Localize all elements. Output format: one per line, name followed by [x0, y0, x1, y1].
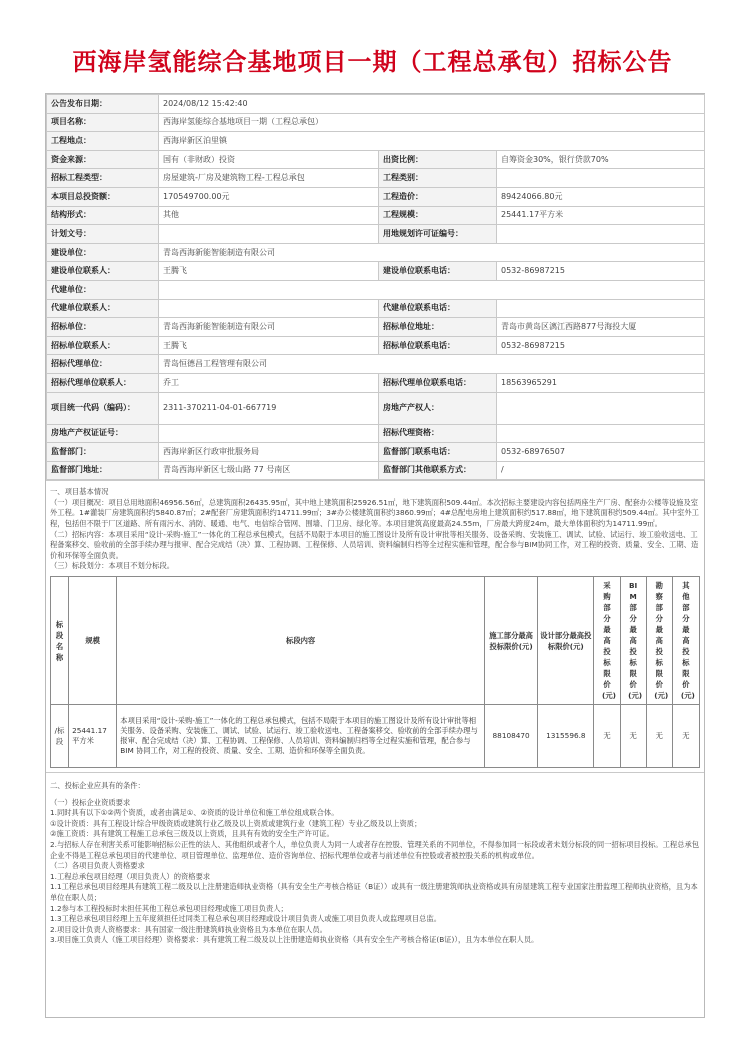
announcement-box	[45, 93, 705, 1018]
total-investment-label: 本项目总投资额：	[47, 187, 159, 206]
lots-header-construction-limit: 施工部分最高投标限价(元)	[484, 577, 537, 705]
agency-phone-label: 招标代理单位联系电话：	[379, 373, 497, 392]
requirement-line: 2.项目设计负责人资格要求：具有国家一级注册建筑师执业资格且为本单位在职人员。	[50, 924, 327, 934]
total-investment-value: 170549700.00元	[159, 187, 379, 206]
tenderer-label: 招标单位：	[47, 318, 159, 337]
info-table	[46, 94, 705, 480]
supervisor-other-value: /	[497, 461, 705, 480]
builder-contact-label: 建设单位联系人：	[47, 262, 159, 281]
publish-date-value: 2024/08/12 15:42:40	[159, 95, 705, 114]
section1-heading: 一、项目基本情况	[50, 487, 109, 497]
builder-contact-value: 王腾飞	[159, 262, 379, 281]
fund-source-label: 资金来源：	[47, 150, 159, 169]
agent-builder-contact-value	[159, 299, 379, 318]
lot-other-limit-cell: 无	[672, 705, 699, 768]
eng-cost-value: 89424066.80元	[497, 187, 705, 206]
lots-header-bim-limit: BIM部分最高投标限价(元)	[620, 577, 646, 705]
agency-label: 招标代理单位：	[47, 355, 159, 374]
plan-doc-value	[159, 225, 379, 244]
bid-type-value: 房屋建筑-厂房及建筑物工程-工程总承包	[159, 169, 379, 188]
agency-contact-value: 乔工	[159, 373, 379, 392]
location-value: 西海岸新区泊里镇	[159, 132, 705, 151]
requirement-line: （二）各项目负责人资格要求	[50, 861, 145, 871]
section1-scope: （二）招标内容：本项目采用“设计-采购-施工”一体化的工程总承包模式，包括不局限于本项目的施工图设计及所有设计审批等相关服务、设备采购、安装施工、调试、试验、试运行、竣工验收送电、工程备案移交、验收前的全部手续办理与报审、配合完成结（决）算、工程协调、工程保修、人员培训、资料编制归档等全过程实施和管理，配合参与BIM协同工作，对工程的投资、质量、安全、工期、造价和环保等全面负责。	[50, 529, 699, 560]
tenderer-phone-value: 0532-86987215	[497, 336, 705, 355]
requirement-line: 1.同时具有以下①②两个资质，或者由满足①、②资质的设计单位和施工单位组成联合体。	[50, 808, 339, 818]
publish-date-label: 公告发布日期：	[47, 95, 159, 114]
eng-category-label: 工程类别：	[379, 169, 497, 188]
eng-cost-label: 工程造价：	[379, 187, 497, 206]
requirements-list	[50, 798, 700, 946]
lot-name-cell: /标段	[51, 705, 69, 768]
agent-builder-phone-value	[497, 299, 705, 318]
builder-phone-label: 建设单位联系电话：	[379, 262, 497, 281]
property-cert-label: 房地产产权证证号：	[47, 424, 159, 443]
requirement-line: 1.1工程总承包项目经理具有建筑工程二级及以上注册建造师执业资格（具有安全生产考核合格证（B证））或具有一级注册建筑师执业资格或具有房屋建筑工程专业国家注册监理工程师执业资格，且为本单位在职人员；	[50, 882, 698, 902]
project-code-value: 2311-370211-04-01-667719	[159, 392, 379, 424]
builder-label: 建设单位：	[47, 243, 159, 262]
fund-source-value: 国有（非财政）投资	[159, 150, 379, 169]
page-title: 西海岸氢能综合基地项目一期（工程总承包）招标公告	[72, 48, 673, 76]
location-label: 工程地点：	[47, 132, 159, 151]
plan-doc-label: 计划文号：	[47, 225, 159, 244]
agent-builder-label: 代建单位：	[47, 280, 159, 299]
lots-header-other-limit: 其他部分最高投标限价(元)	[672, 577, 699, 705]
supervisor-addr-label: 监督部门地址：	[47, 461, 159, 480]
developer-value	[497, 392, 705, 424]
agent-builder-phone-label: 代建单位联系电话：	[379, 299, 497, 318]
land-permit-value	[497, 225, 705, 244]
tenderer-phone-label: 招标单位联系电话：	[379, 336, 497, 355]
lot-content-cell: 本项目采用“设计-采购-施工”一体化的工程总承包模式，包括不局限于本项目的施工图设计及所有设计审批等相关服务、设备采购、安装施工、调试、试验、试运行、竣工验收送电、工程备案移交、验收前的全部手续办理与报审、配合完成结（决）算、工程协调、工程保修、人员培训、资料编制归档等全过程实施和管理，配合参与 BIM 协同工作，对工程的投资、质量、安全、工期、造价和环保等全面负责。	[117, 705, 485, 768]
bidder-requirements-section	[46, 772, 704, 1017]
supervisor-value: 西海岸新区行政审批服务局	[159, 443, 379, 462]
tenderer-addr-label: 招标单位地址：	[379, 318, 497, 337]
table-row	[51, 705, 700, 768]
eng-scale-value: 25441.17平方米	[497, 206, 705, 225]
agency-value: 青岛恒德昌工程管理有限公司	[159, 355, 705, 374]
lot-bim-limit-cell: 无	[620, 705, 646, 768]
section2-heading: 二、投标企业应具有的条件：	[50, 781, 145, 791]
land-permit-label: 用地规划许可证编号：	[379, 225, 497, 244]
section1-overview: （一）项目概况：项目总用地面积46956.56㎡，总建筑面积26435.95㎡，其中地上建筑面积25926.51㎡，地下建筑面积509.44㎡。本次招标主要建设内容包括两座生产厂房、配套办公楼等设施及室外工程。1#灌装厂房建筑面积约5840.87㎡；2#配套厂房建筑面积约14711.99㎡；3#办公楼建筑面积约3860.99㎡；4#总配电房地上建筑面积约517.88㎡，地下建筑面积约509.44㎡。其中室外工程，包括但不限于厂区道路、所有雨污水、消防、暖通、电气、电信综合管网、围墙、门卫房、绿化等。本项目建筑高度最高24.55m，厂房最大跨度24m，最大单体面积约为14711.99㎡。	[50, 497, 699, 529]
project-overview-section	[46, 480, 704, 772]
structure-value: 其他	[159, 206, 379, 225]
lot-purchase-limit-cell: 无	[594, 705, 620, 768]
tenderer-addr-value: 青岛市黄岛区漓江西路877号海投大厦	[497, 318, 705, 337]
lot-survey-limit-cell: 无	[646, 705, 672, 768]
project-code-label: 项目统一代码（编码）：	[47, 392, 159, 424]
lots-header-scale: 规模	[69, 577, 117, 705]
project-name-value: 西海岸氢能综合基地项目一期（工程总承包）	[159, 113, 705, 132]
lots-header-survey-limit: 勘察部分最高投标限价(元)	[646, 577, 672, 705]
requirement-line: 2.与招标人存在利害关系可能影响招标公正性的法人、其他组织或者个人，单位负责人为同一人或者存在控股、管理关系的不同单位，不得参加同一标段或者未划分标段的同一招标项目投标。工程总承包企业不得是工程总承包项目的代建单位、项目管理单位、监理单位、造价咨询单位、招标代理单位或者与前述单位有控股或者被控股关系的机构或单位。	[50, 840, 700, 860]
requirement-line: 1.3工程总承包项目经理上五年度须担任过同类工程总承包项目经理或设计项目负责人或施工项目负责人或监理项目总监。	[50, 914, 442, 924]
developer-label: 房地产产权人：	[379, 392, 497, 424]
requirement-line: 1.工程总承包项目经理（项目负责人）的资格要求	[50, 871, 211, 881]
supervisor-phone-label: 监督部门联系电话：	[379, 443, 497, 462]
requirement-line: ①设计资质：具有工程设计综合甲级资质或建筑行业乙级及以上资质或建筑行业（建筑工程）专业乙级及以上资质；	[50, 818, 422, 828]
fund-ratio-label: 出资比例：	[379, 150, 497, 169]
lots-table	[50, 576, 700, 768]
builder-value: 青岛西海新能智能制造有限公司	[159, 243, 705, 262]
requirement-line: （一）投标企业资质要求	[50, 797, 131, 807]
requirement-line: 3.项目施工负责人（施工项目经理）资格要求：具有建筑工程二级及以上注册建造师执业资格（具有安全生产考核合格证(B证)），且为本单位在职人员。	[50, 935, 539, 945]
agency-phone-value: 18563965291	[497, 373, 705, 392]
eng-scale-label: 工程规模：	[379, 206, 497, 225]
tenderer-contact-label: 招标单位联系人：	[47, 336, 159, 355]
lots-header-content: 标段内容	[117, 577, 485, 705]
eng-category-value	[497, 169, 705, 188]
agency-qual-value	[497, 424, 705, 443]
agency-qual-label: 招标代理资格：	[379, 424, 497, 443]
supervisor-phone-value: 0532-68976507	[497, 443, 705, 462]
agent-builder-contact-label: 代建单位联系人：	[47, 299, 159, 318]
project-name-label: 项目名称：	[47, 113, 159, 132]
supervisor-label: 监督部门：	[47, 443, 159, 462]
structure-label: 结构形式：	[47, 206, 159, 225]
lots-header-design-limit: 设计部分最高投标限价(元)	[538, 577, 594, 705]
agent-builder-value	[159, 280, 705, 299]
agency-contact-label: 招标代理单位联系人：	[47, 373, 159, 392]
builder-phone-value: 0532-86987215	[497, 262, 705, 281]
lot-construction-limit-cell: 88108470	[484, 705, 537, 768]
tenderer-value: 青岛西海新能智能制造有限公司	[159, 318, 379, 337]
fund-ratio-value: 自筹资金30%，银行贷款70%	[497, 150, 705, 169]
property-cert-value	[159, 424, 379, 443]
supervisor-addr-value: 青岛西海岸新区七级山路 77 号南区	[159, 461, 379, 480]
tenderer-contact-value: 王腾飞	[159, 336, 379, 355]
supervisor-other-label: 监督部门其他联系方式：	[379, 461, 497, 480]
bid-type-label: 招标工程类型：	[47, 169, 159, 188]
lot-design-limit-cell: 1315596.8	[538, 705, 594, 768]
lots-header-name: 标段名称	[51, 577, 69, 705]
section1-lots: （三）标段划分：本项目不划分标段。	[50, 561, 175, 571]
requirement-line: 1.2参与本工程投标时未担任其他工程总承包项目经理或施工项目负责人；	[50, 903, 288, 913]
lots-header-purchase-limit: 采购部分最高投标限价(元)	[594, 577, 620, 705]
requirement-line: ②施工资质：具有建筑工程施工总承包三级及以上资质，且具有有效的安全生产许可证。	[50, 829, 334, 839]
lot-scale-cell: 25441.17平方米	[69, 705, 117, 768]
